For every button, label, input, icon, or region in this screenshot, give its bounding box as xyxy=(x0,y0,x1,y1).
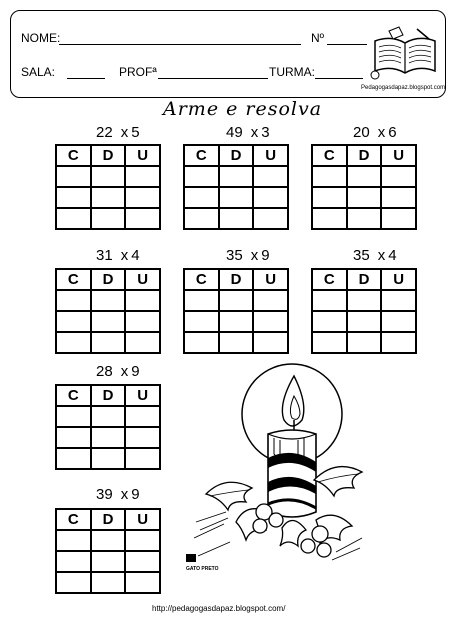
answer-cell[interactable] xyxy=(125,448,160,469)
answer-cell[interactable] xyxy=(125,572,160,593)
cdu-grid xyxy=(183,144,289,230)
problem-label xyxy=(96,124,140,141)
answer-cell[interactable] xyxy=(125,208,160,229)
answer-cell[interactable] xyxy=(56,187,91,208)
turma-label: TURMA: xyxy=(269,65,315,79)
column-header: C xyxy=(312,145,347,166)
column-header: D xyxy=(91,385,126,406)
multiplicand: 35 xyxy=(226,247,243,264)
answer-cell[interactable] xyxy=(56,311,91,332)
cdu-grid xyxy=(183,268,289,354)
answer-cell[interactable] xyxy=(91,208,126,229)
answer-cell[interactable] xyxy=(56,208,91,229)
answer-cell[interactable] xyxy=(125,290,160,311)
operator: x xyxy=(250,247,259,264)
answer-cell[interactable] xyxy=(91,332,126,353)
answer-cell[interactable] xyxy=(253,187,288,208)
problem-label xyxy=(96,363,140,380)
answer-cell[interactable] xyxy=(125,187,160,208)
answer-cell[interactable] xyxy=(91,530,126,551)
answer-cell[interactable] xyxy=(347,187,382,208)
answer-cell[interactable] xyxy=(91,427,126,448)
logo-caption: Pedagogasdapaz.blogspot.com xyxy=(361,85,446,91)
answer-cell[interactable] xyxy=(253,290,288,311)
multiplier: 4 xyxy=(131,247,140,264)
answer-cell[interactable] xyxy=(184,208,219,229)
multiplier: 9 xyxy=(131,363,140,380)
answer-cell[interactable] xyxy=(347,208,382,229)
answer-cell[interactable] xyxy=(56,427,91,448)
column-header: D xyxy=(347,269,382,290)
multiplicand: 35 xyxy=(353,247,370,264)
numero-label: Nº xyxy=(311,31,325,45)
footer-url: http://pedagogasdapaz.blogspot.com/ xyxy=(152,604,286,613)
multiplier: 9 xyxy=(261,247,270,264)
book-logo-icon xyxy=(369,25,441,83)
answer-cell[interactable] xyxy=(184,187,219,208)
multiplier: 6 xyxy=(388,124,397,141)
cdu-grid xyxy=(311,144,417,230)
numero-field[interactable] xyxy=(327,44,367,45)
multiplicand: 49 xyxy=(226,124,243,141)
column-header: C xyxy=(56,509,91,530)
turma-field[interactable] xyxy=(315,78,363,79)
answer-cell[interactable] xyxy=(91,311,126,332)
nome-label: NOME: xyxy=(21,31,61,45)
multiplier: 3 xyxy=(261,124,270,141)
column-header: U xyxy=(381,269,416,290)
answer-cell[interactable] xyxy=(125,311,160,332)
answer-cell[interactable] xyxy=(125,551,160,572)
column-header: U xyxy=(125,145,160,166)
cdu-grid xyxy=(55,384,161,470)
multiplicand: 28 xyxy=(96,363,113,380)
answer-cell[interactable] xyxy=(381,187,416,208)
answer-cell[interactable] xyxy=(184,166,219,187)
problem-label xyxy=(226,124,270,141)
answer-cell[interactable] xyxy=(56,530,91,551)
answer-cell[interactable] xyxy=(56,290,91,311)
column-header: U xyxy=(253,269,288,290)
answer-cell[interactable] xyxy=(381,166,416,187)
answer-cell[interactable] xyxy=(219,208,254,229)
operator: x xyxy=(377,247,386,264)
answer-cell[interactable] xyxy=(56,572,91,593)
nome-field[interactable] xyxy=(59,44,301,45)
multiplicand: 20 xyxy=(353,124,370,141)
answer-cell[interactable] xyxy=(91,290,126,311)
operator: x xyxy=(377,124,386,141)
answer-cell[interactable] xyxy=(347,290,382,311)
column-header: D xyxy=(219,269,254,290)
answer-cell[interactable] xyxy=(381,311,416,332)
answer-cell[interactable] xyxy=(312,311,347,332)
answer-cell[interactable] xyxy=(184,311,219,332)
multiplicand: 39 xyxy=(96,486,113,503)
answer-cell[interactable] xyxy=(381,208,416,229)
answer-cell[interactable] xyxy=(56,332,91,353)
answer-cell[interactable] xyxy=(56,448,91,469)
answer-cell[interactable] xyxy=(125,427,160,448)
answer-cell[interactable] xyxy=(219,332,254,353)
problem-label xyxy=(226,247,270,264)
operator: x xyxy=(120,486,129,503)
answer-cell[interactable] xyxy=(125,406,160,427)
answer-cell[interactable] xyxy=(219,290,254,311)
answer-cell[interactable] xyxy=(125,530,160,551)
answer-cell[interactable] xyxy=(312,332,347,353)
answer-cell[interactable] xyxy=(56,406,91,427)
column-header: C xyxy=(184,269,219,290)
answer-cell[interactable] xyxy=(91,448,126,469)
cdu-grid xyxy=(55,144,161,230)
column-header: D xyxy=(91,145,126,166)
multiplicand: 31 xyxy=(96,247,113,264)
operator: x xyxy=(120,363,129,380)
sala-field[interactable] xyxy=(67,78,105,79)
column-header: U xyxy=(381,145,416,166)
column-header: C xyxy=(312,269,347,290)
column-header: C xyxy=(184,145,219,166)
column-header: D xyxy=(219,145,254,166)
cdu-grid xyxy=(311,268,417,354)
multiplier: 5 xyxy=(131,124,140,141)
operator: x xyxy=(250,124,259,141)
answer-cell[interactable] xyxy=(381,290,416,311)
problem-label xyxy=(353,124,397,141)
column-header: D xyxy=(91,269,126,290)
answer-cell[interactable] xyxy=(347,166,382,187)
answer-cell[interactable] xyxy=(91,166,126,187)
worksheet-title: Arme e resolva xyxy=(163,98,323,120)
answer-cell[interactable] xyxy=(56,551,91,572)
answer-cell[interactable] xyxy=(125,332,160,353)
answer-cell[interactable] xyxy=(253,208,288,229)
column-header: U xyxy=(125,269,160,290)
answer-cell[interactable] xyxy=(253,166,288,187)
answer-cell[interactable] xyxy=(219,187,254,208)
answer-cell[interactable] xyxy=(91,551,126,572)
column-header: C xyxy=(56,145,91,166)
column-header: C xyxy=(56,269,91,290)
multiplier: 9 xyxy=(131,486,140,503)
answer-cell[interactable] xyxy=(312,166,347,187)
answer-cell[interactable] xyxy=(347,332,382,353)
answer-cell[interactable] xyxy=(347,311,382,332)
column-header: U xyxy=(253,145,288,166)
answer-cell[interactable] xyxy=(184,332,219,353)
candle-illustration xyxy=(186,362,368,584)
column-header: C xyxy=(56,385,91,406)
cdu-grid xyxy=(55,268,161,354)
prof-field[interactable] xyxy=(158,78,268,79)
multiplicand: 22 xyxy=(96,124,113,141)
answer-cell[interactable] xyxy=(56,166,91,187)
answer-cell[interactable] xyxy=(253,332,288,353)
answer-cell[interactable] xyxy=(312,187,347,208)
problem-label xyxy=(96,486,140,503)
answer-cell[interactable] xyxy=(125,166,160,187)
answer-cell[interactable] xyxy=(91,572,126,593)
answer-cell[interactable] xyxy=(219,311,254,332)
answer-cell[interactable] xyxy=(219,166,254,187)
answer-cell[interactable] xyxy=(312,290,347,311)
answer-cell[interactable] xyxy=(91,406,126,427)
stamp-text: GATO PRETO xyxy=(186,566,219,572)
answer-cell[interactable] xyxy=(253,311,288,332)
multiplier: 4 xyxy=(388,247,397,264)
problem-label xyxy=(353,247,397,264)
header-box xyxy=(10,10,446,98)
column-header: U xyxy=(125,509,160,530)
column-header: D xyxy=(91,509,126,530)
sala-label: SALA: xyxy=(21,65,56,79)
answer-cell[interactable] xyxy=(91,187,126,208)
problem-label xyxy=(96,247,140,264)
operator: x xyxy=(120,124,129,141)
column-header: D xyxy=(347,145,382,166)
operator: x xyxy=(120,247,129,264)
column-header: U xyxy=(125,385,160,406)
prof-label: PROFª xyxy=(119,65,157,79)
answer-cell[interactable] xyxy=(184,290,219,311)
cdu-grid xyxy=(55,508,161,594)
answer-cell[interactable] xyxy=(312,208,347,229)
answer-cell[interactable] xyxy=(381,332,416,353)
